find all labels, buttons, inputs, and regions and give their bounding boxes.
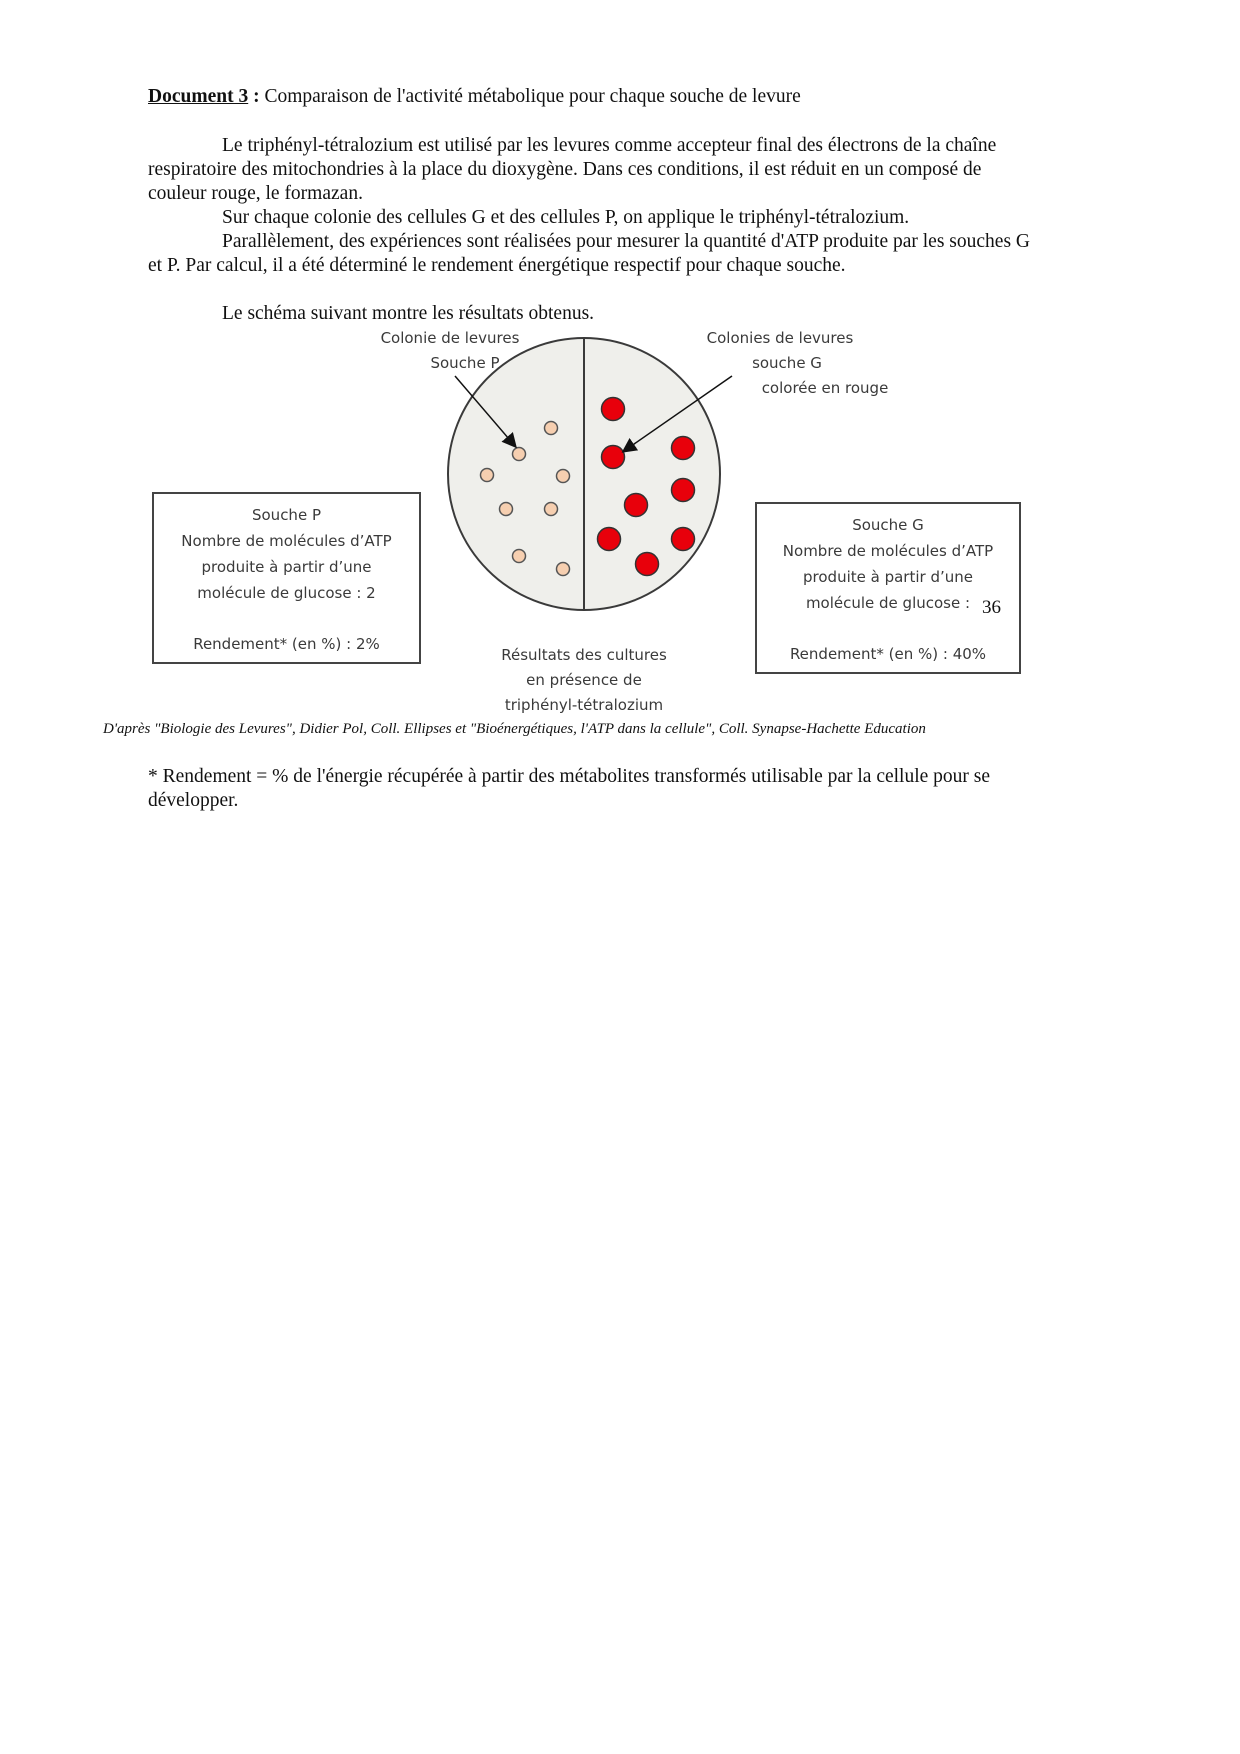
g-colony xyxy=(602,398,625,421)
source-citation: D'après "Biologie des Levures", Didier Pol, Coll. Ellipses et "Bioénergétiques, l'ATP dans la cellule", Coll. Synapse-Hachette Education xyxy=(103,721,926,737)
document-title xyxy=(148,85,801,109)
title-colon: : xyxy=(248,86,260,107)
p-colony xyxy=(481,469,494,482)
label-p-line-2: Souche P xyxy=(430,354,500,372)
title-text: Comparaison de l'activité métabolique pour chaque souche de levure xyxy=(259,86,801,107)
caption-line-3: triphényl-tétralozium xyxy=(504,696,664,714)
p-colony xyxy=(500,503,513,516)
g-colony xyxy=(625,494,648,517)
p-colony xyxy=(513,550,526,563)
g-colony xyxy=(598,528,621,551)
diagram-caption xyxy=(474,643,694,718)
box-p-line-1: Souche P xyxy=(251,506,321,524)
box-g-line-2: Nombre de molécules d’ATP xyxy=(782,542,994,560)
paragraph-4: Le schéma suivant montre les résultats obtenus. xyxy=(222,303,595,324)
document-label: Document 3 xyxy=(148,86,249,107)
caption-line-2: en présence de xyxy=(526,671,642,689)
label-g-line-1: Colonies de levures xyxy=(706,329,854,347)
page-number: 36 xyxy=(976,597,1007,619)
g-colony xyxy=(672,479,695,502)
caption-line-1: Résultats des cultures xyxy=(501,646,667,664)
p-colony xyxy=(513,448,526,461)
paragraph-1-line-2: respiratoire des mitochondries à la place du dioxygène. Dans ces conditions, il est réduit en un composé de xyxy=(148,159,982,180)
g-colony xyxy=(636,553,659,576)
label-g-line-3: colorée en rouge xyxy=(761,379,889,397)
p-colony xyxy=(557,470,570,483)
box-p-line-5: Rendement* (en %) : 2% xyxy=(193,635,380,653)
paragraph-2: Sur chaque colonie des cellules G et des cellules P, on applique le triphényl-tétralozium. xyxy=(222,207,910,228)
p-colony xyxy=(545,503,558,516)
paragraph-3-line-1: Parallèlement, des expériences sont réalisées pour mesurer la quantité d'ATP produite par les souches G xyxy=(222,231,1030,252)
label-g-line-2: souche G xyxy=(752,354,822,372)
paragraph-1-line-1: Le triphényl-tétralozium est utilisé par les levures comme accepteur final des électrons de la chaîne xyxy=(222,135,997,156)
paragraph-3-line-2: et P. Par calcul, il a été déterminé le rendement énergétique respectif pour chaque souche. xyxy=(148,255,846,276)
box-g-line-3: produite à partir d’une xyxy=(803,568,973,586)
footnote-line-1: * Rendement = % de l'énergie récupérée à partir des métabolites transformés utilisable par la cellule pour se xyxy=(148,766,991,787)
g-colony xyxy=(602,446,625,469)
box-g-line-5: Rendement* (en %) : 40% xyxy=(789,645,987,663)
g-colony xyxy=(672,528,695,551)
box-p-line-2: Nombre de molécules d’ATP xyxy=(181,532,392,550)
label-souche-g xyxy=(660,326,900,401)
box-g-line-1: Souche G xyxy=(852,516,924,534)
footnote-line-2: développer. xyxy=(148,790,239,811)
box-p-line-4: molécule de glucose : 2 xyxy=(197,584,376,602)
label-p-line-1: Colonie de levures xyxy=(380,329,520,347)
p-colony xyxy=(557,563,570,576)
box-souche-p xyxy=(152,492,421,664)
g-colony xyxy=(672,437,695,460)
box-p-line-3: produite à partir d’une xyxy=(201,558,372,576)
paragraph-1-line-3: couleur rouge, le formazan. xyxy=(148,183,363,204)
label-souche-p xyxy=(340,326,560,376)
box-souche-g xyxy=(755,502,1021,674)
box-g-line-4: molécule de glucose : xyxy=(805,594,971,612)
p-colony xyxy=(545,422,558,435)
